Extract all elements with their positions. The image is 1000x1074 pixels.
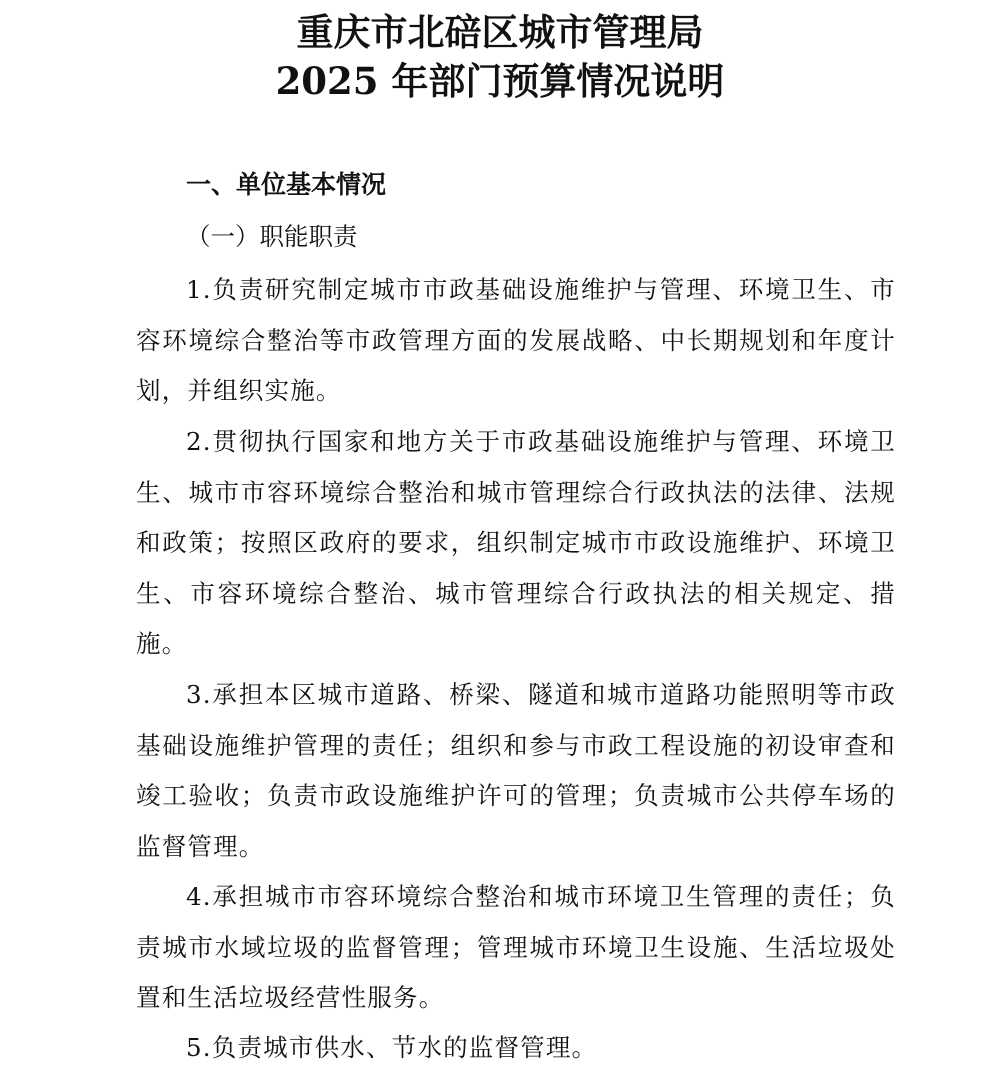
document-title-line-1: 重庆市北碚区城市管理局 <box>296 10 704 54</box>
paragraph-item-3 <box>136 670 896 872</box>
paragraph-text: 5.负责城市供水、节水的监督管理。 <box>186 1033 598 1062</box>
section-heading-unit-basic-info: 一、单位基本情况 <box>186 170 387 199</box>
paragraph-text: 2.贯彻执行国家和地方关于市政基础设施维护与管理、环境卫生、城市市容环境综合整治和城市管理综合行政执法的法律、法规和政策；按照区政府的要求，组织制定城市市政设施维护、环境卫生、市容环境综合整治、城市管理综合行政执法的相关规定、措施。 <box>136 427 896 658</box>
paragraph-item-4 <box>136 872 896 1024</box>
paragraph-item-1 <box>136 265 896 417</box>
paragraph-text: 3.承担本区城市道路、桥梁、隧道和城市道路功能照明等市政基础设施维护管理的责任；组织和参与市政工程设施的初设审查和竣工验收；负责市政设施维护许可的管理；负责城市公共停车场的监督管理。 <box>136 680 896 861</box>
document-title-line-2: 2025 年部门预算情况说明 <box>275 59 725 103</box>
paragraph-item-2 <box>136 417 896 670</box>
subsection-heading-functions: （一）职能职责 <box>186 222 358 251</box>
paragraph-text: 1.负责研究制定城市市政基础设施维护与管理、环境卫生、市容环境综合整治等市政管理方面的发展战略、中长期规划和年度计划，并组织实施。 <box>136 275 896 405</box>
paragraph-item-5 <box>136 1023 896 1074</box>
paragraph-text: 4.承担城市市容环境综合整治和城市环境卫生管理的责任；负责城市水域垃圾的监督管理；管理城市环境卫生设施、生活垃圾处置和生活垃圾经营性服务。 <box>136 882 896 1012</box>
